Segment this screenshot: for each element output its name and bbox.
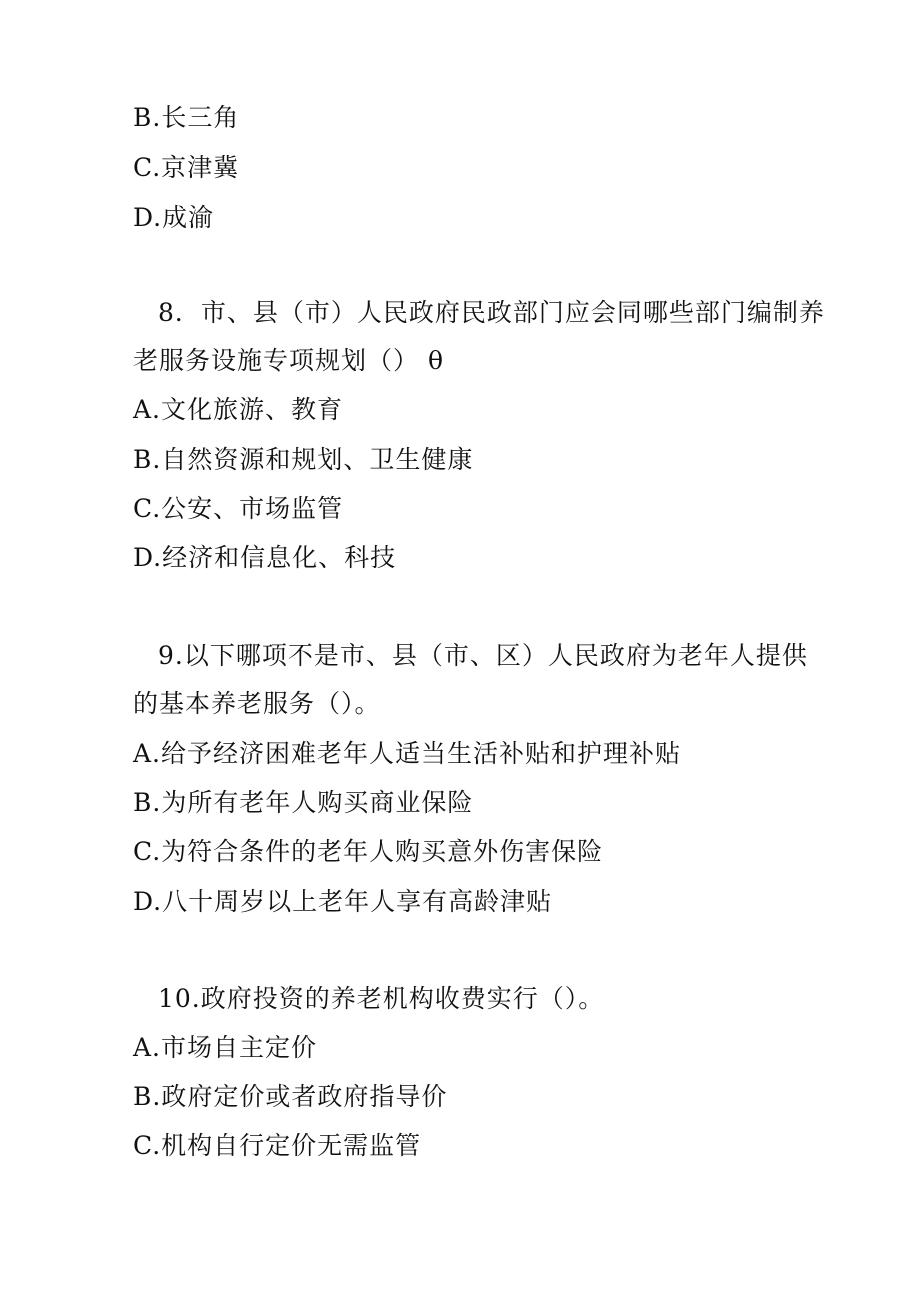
question-10-option-c: C.机构自行定价无需监管: [133, 1131, 422, 1160]
prev-option-d: D.成渝: [133, 203, 215, 232]
question-10-option-a: A.市场自主定价: [133, 1033, 318, 1062]
question-9-stem-line-1: 9.以下哪项不是市、县（市、区）人民政府为老年人提供: [158, 641, 808, 670]
question-8-option-c: C.公安、市场监管: [133, 494, 344, 523]
question-8-stem-line-1: 8．市、县（市）人民政府民政部门应会同哪些部门编制养: [158, 298, 825, 327]
question-10-option-b: B.政府定价或者政府指导价: [133, 1082, 448, 1111]
question-8-option-a: A.文化旅游、教育: [133, 395, 344, 424]
question-8-option-b: B.自然资源和规划、卫生健康: [133, 445, 474, 474]
prev-option-b: B.长三角: [133, 103, 240, 132]
question-8-option-d: D.经济和信息化、科技: [133, 543, 397, 572]
question-9-stem-line-2: 的基本养老服务（）。: [133, 689, 381, 718]
question-8-stem-line-2: 老服务设施专项规划（） θ: [133, 346, 444, 375]
question-9-option-d: D.八十周岁以上老年人享有高龄津贴: [133, 887, 553, 916]
prev-option-c: C.京津冀: [133, 153, 240, 182]
question-9-option-b: B.为所有老年人购买商业保险: [133, 788, 474, 817]
question-10-stem-line-1: 10.政府投资的养老机构收费实行（）。: [158, 984, 605, 1013]
question-9-option-a: A.给予经济困难老年人适当生活补贴和护理补贴: [133, 739, 682, 768]
question-9-option-c: C.为符合条件的老年人购买意外伤害保险: [133, 837, 604, 866]
